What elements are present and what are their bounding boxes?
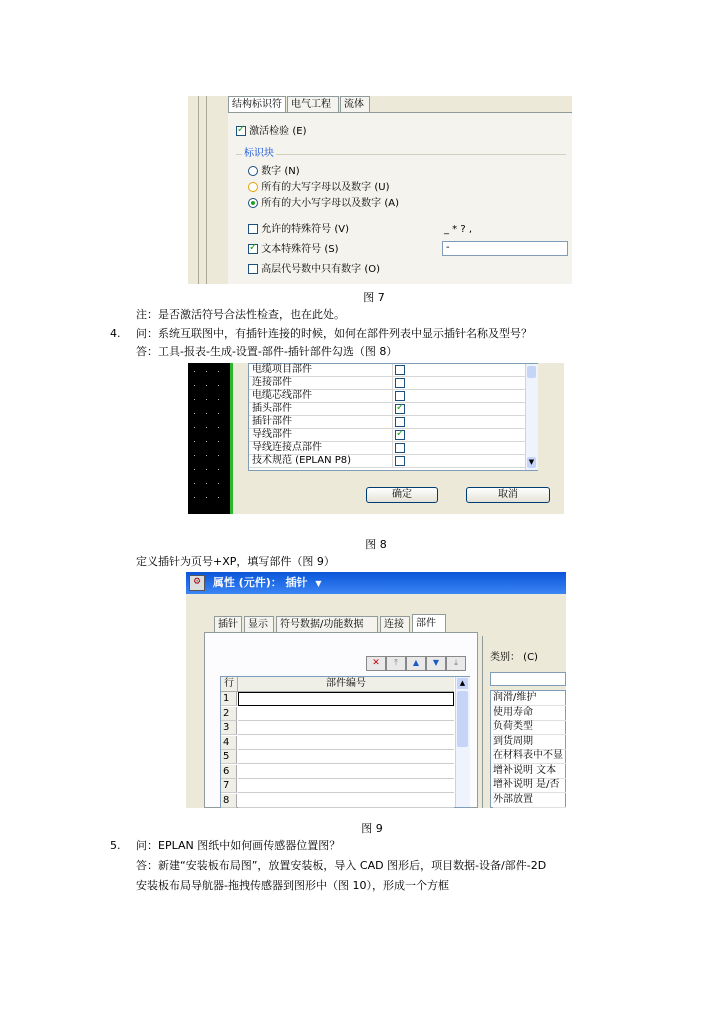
radio-mixedcase[interactable] [248,198,258,208]
table-row-number: 6 [221,765,237,779]
col-header-part-number: 部件编号 [238,677,454,692]
figure-9-screenshot [186,572,566,808]
checklist-row-label: 连接部件 [252,377,393,389]
table-scrollbar[interactable] [455,677,470,807]
category-list-item[interactable]: 到货周期 [493,735,566,750]
table-row-part-cell[interactable] [238,794,454,808]
radio-mixedcase-label: 所有的大小写字母以及数字 (A) [261,198,400,209]
checklist-row-label: 电缆项目部件 [252,364,393,376]
table-row-number: 5 [221,750,237,764]
text-special-checkbox[interactable] [248,244,258,254]
checklist-row-label: 插头部件 [252,403,393,415]
high-level-checkbox[interactable] [248,264,258,274]
activate-label: 激活检验 (E) [249,126,307,137]
tab-strip [214,614,484,632]
grid-dot [218,441,219,442]
tab-strip [228,96,572,112]
grid-dot [206,371,207,372]
checklist-row[interactable] [249,403,525,416]
category-list-item[interactable]: 在材料表中不显 [493,749,566,764]
radio-uppercase[interactable] [248,182,258,192]
table-row-part-cell[interactable] [238,779,454,793]
allow-special-row[interactable] [248,224,349,236]
checklist-row-label: 技术规范 (EPLAN P8) [252,455,393,467]
cancel-button[interactable]: 取消 [466,487,550,503]
grid-dot [206,413,207,414]
grid-dot [206,441,207,442]
list-scrollbar[interactable] [525,364,538,470]
grid-dot [194,455,195,456]
green-border [230,363,233,514]
table-row-part-cell[interactable] [238,765,454,779]
grid-dot [218,427,219,428]
part-table [220,676,470,808]
app-icon: ⚙ [189,575,205,591]
chevron-down-icon[interactable]: ▼ [528,458,535,466]
table-row-number: 7 [221,779,237,793]
grid-dot [218,371,219,372]
tab-symbol-data[interactable]: 符号数据/功能数据 [276,616,378,632]
checklist-row[interactable] [249,442,525,455]
tab-structure-identifier[interactable]: 结构标识符 [228,96,286,112]
table-row-part-cell[interactable] [238,707,454,721]
table-row-part-cell[interactable] [238,692,454,706]
grid-dot [218,483,219,484]
col-header-row: 行 [221,677,238,692]
ok-button[interactable]: 确定 [366,487,438,503]
table-row-part-cell[interactable] [238,721,454,735]
radio-uppercase-label: 所有的大写字母以及数字 (U) [261,182,390,193]
table-row-part-cell[interactable] [238,750,454,764]
checklist-checkbox[interactable] [395,404,405,414]
category-list-item[interactable]: 增补说明 文本 [493,764,566,779]
figure-7-screenshot [188,96,572,284]
grid-dot [218,469,219,470]
tab-display[interactable]: 显示 [244,616,274,632]
grid-dot [218,399,219,400]
checklist-row-label: 电缆芯线部件 [252,390,393,402]
grid-dot [194,399,195,400]
text-special-label: 文本特殊符号 (S) [261,244,339,255]
checklist-row-label: 导线部件 [252,429,393,441]
grid-dot [194,427,195,428]
parts-checklist [248,363,538,471]
q5-answer-line1: 答：新建“安装板布局图”，放置安装板，导入 CAD 图形后，项目数据-设备/部件-2D [136,859,547,872]
radio-row-digits[interactable] [248,166,300,178]
checklist-checkbox[interactable] [395,378,405,388]
q4-number: 4. [110,327,121,340]
grid-dot [194,441,195,442]
category-list-item[interactable]: 外部放置 [493,793,566,808]
checklist-checkbox[interactable] [395,417,405,427]
q4-answer: 答：工具-报表-生成-设置-部件-插针部件勾选（图 8） [136,345,398,358]
table-row-number: 8 [221,794,237,808]
grid-dot [218,413,219,414]
text-special-input[interactable]: - [442,241,568,256]
grid-dots [192,371,228,511]
grid-dot [206,497,207,498]
radio-digits-label: 数字 (N) [261,166,300,177]
category-list-item[interactable]: 使用寿命 [493,706,566,721]
radio-row-mixedcase[interactable] [248,198,399,210]
groupbox-line [236,154,566,155]
activate-check-row[interactable] [236,126,307,138]
delete-row-icon[interactable]: ✕ [366,656,386,671]
checklist-row[interactable] [249,364,525,377]
q5-answer-line2: 安装板布局导航器-拖拽传感器到图形中（图 10），形成一个方框 [136,879,449,892]
groupbox-title: 标识块 [244,148,274,159]
grid-dot [206,469,207,470]
category-label: 类别： (C) [490,652,538,663]
checklist-row[interactable] [249,377,525,390]
grid-dot [194,371,195,372]
tab-connection[interactable]: 连接 [380,616,410,632]
checklist-checkbox[interactable] [395,365,405,375]
allow-special-label: 允许的特殊符号 (V) [261,224,350,235]
define-text: 定义插针为页号+XP，填写部件（图 9） [136,555,335,568]
checklist-checkbox[interactable] [395,456,405,466]
tab-fluid[interactable]: 流体 [340,96,370,112]
grid-dot [194,483,195,484]
q4-question: 问：系统互联图中，有插针连接的时候，如何在部件列表中显示插针名称及型号？ [136,327,532,340]
checklist-checkbox[interactable] [395,430,405,440]
table-row-number: 1 [221,692,237,706]
tab-pin[interactable]: 插针 [214,616,242,632]
move-up-icon[interactable]: ▲ [406,656,426,671]
text-special-row[interactable] [248,244,339,256]
grid-dot [218,385,219,386]
checklist-checkbox[interactable] [395,443,405,453]
grid-dot [206,455,207,456]
tab-part[interactable]: 部件 [412,614,446,632]
scroll-thumb[interactable] [457,691,468,747]
checklist-checkbox[interactable] [395,391,405,401]
activate-checkbox[interactable] [236,126,246,136]
checklist-row-label: 插针部件 [252,416,393,428]
checklist-row[interactable] [249,416,525,429]
dialog-title: 属性 (元件)： 插针 [212,576,308,589]
grid-dot [194,385,195,386]
title-bar [186,572,566,594]
grid-dot [218,455,219,456]
figure-8-screenshot [188,363,564,514]
radio-digits[interactable] [248,166,258,176]
note-text: 注：是否激活符号合法性检查，也在此处。 [136,308,345,321]
figure-8-caption: 图 8 [365,538,387,551]
grid-dot [206,483,207,484]
table-row-number: 2 [221,707,237,721]
allow-special-checkbox[interactable] [248,224,258,234]
grid-dot [206,427,207,428]
row-toolbar [366,656,466,670]
category-list [490,690,566,808]
table-row-part-cell[interactable] [238,736,454,750]
high-level-label: 高层代号数中只有数字 (O) [261,264,381,275]
dropdown-arrow-icon[interactable]: ▼ [315,579,322,588]
table-row-number: 4 [221,736,237,750]
q5-question: 问：EPLAN 图纸中如何画传感器位置图？ [136,839,341,852]
table-row-number: 3 [221,721,237,735]
tab-electrical[interactable]: 电气工程 [287,96,339,112]
move-top-icon[interactable]: ⤒ [386,656,406,671]
grid-dot [194,497,195,498]
category-list-item[interactable]: 润滑/维护 [493,691,566,706]
checklist-row-label: 导线连接点部件 [252,442,393,454]
category-select[interactable] [490,672,566,686]
move-down-icon[interactable]: ▼ [426,656,446,671]
move-bottom-icon[interactable]: ⤓ [446,656,466,671]
checklist-row[interactable] [249,429,525,442]
divider [206,96,207,284]
radio-row-uppercase[interactable] [248,182,390,194]
category-list-item[interactable]: 增补说明 是/否 [493,778,566,793]
grid-dot [194,469,195,470]
allow-special-value: _ * ? , [444,224,473,235]
scroll-thumb[interactable] [527,366,536,378]
category-list-item[interactable]: 负荷类型 [493,720,566,735]
q5-number: 5. [110,839,121,852]
chevron-up-icon[interactable]: ▲ [457,678,468,689]
grid-dot [206,385,207,386]
grid-dot [194,413,195,414]
grid-dot [218,497,219,498]
figure-7-caption: 图 7 [363,291,385,304]
figure-9-caption: 图 9 [361,822,383,835]
left-panel-edge [188,96,199,284]
grid-dot [206,399,207,400]
high-level-row[interactable] [248,264,380,276]
checklist-row[interactable] [249,455,525,468]
checklist-row[interactable] [249,390,525,403]
